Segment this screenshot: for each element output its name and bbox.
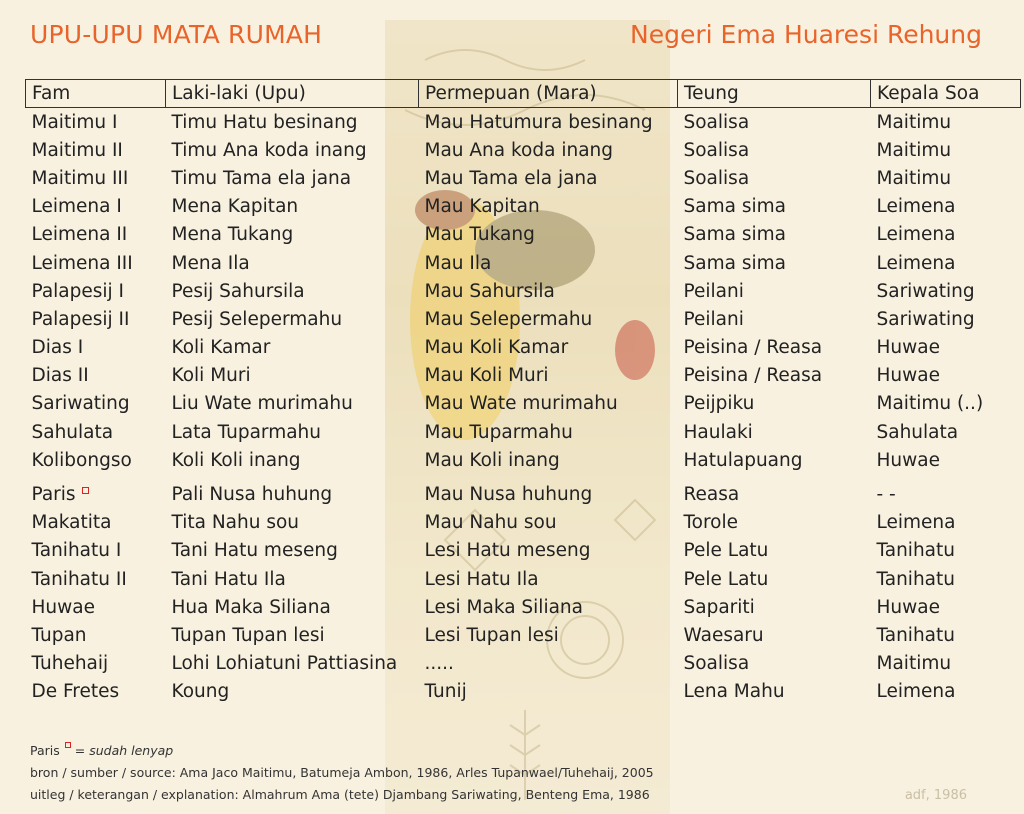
- table-row: [26, 193, 1021, 221]
- cell-kepala-soa: [871, 277, 1021, 305]
- cell-upu-text: Lohi Lohiatuni Pattiasina: [171, 653, 398, 675]
- cell-upu: [166, 474, 419, 508]
- cell-upu-text: Liu Wate murimahu: [171, 393, 353, 415]
- cell-mara-text: Mau Ila: [424, 252, 492, 274]
- cell-fam: [26, 305, 166, 333]
- paris-note-meaning: = sudah lenyap: [74, 743, 174, 758]
- cell-kepala-soa: [871, 418, 1021, 446]
- cell-kepala-soa: [871, 164, 1021, 192]
- cell-upu-text: Mena Ila: [171, 252, 250, 274]
- cell-fam-text: Sariwating: [31, 393, 130, 415]
- cell-fam-text: Palapesij II: [31, 308, 130, 330]
- table-row: [26, 509, 1021, 537]
- cell-upu-text: Pali Nusa huhung: [171, 484, 333, 506]
- table-row: [26, 249, 1021, 277]
- cell-upu: [166, 136, 419, 164]
- cell-upu: [166, 277, 419, 305]
- cell-teung-text: Peisina / Reasa: [683, 365, 823, 387]
- cell-fam-text: Paris: [31, 484, 76, 506]
- cell-kepala-soa-text: Maitimu: [876, 167, 952, 189]
- cell-mara-text: Mau Ana koda inang: [424, 139, 614, 161]
- table-row: [26, 650, 1021, 678]
- cell-fam: [26, 136, 166, 164]
- cell-mara-text: Mau Koli inang: [424, 449, 560, 471]
- cell-fam-text: Palapesij I: [31, 280, 125, 302]
- cell-fam-text: Leimena I: [31, 196, 122, 218]
- cell-teung: [678, 277, 871, 305]
- cell-mara: [419, 362, 678, 390]
- cell-teung-text: Pele Latu: [683, 568, 769, 590]
- footnotes: [30, 740, 654, 806]
- paris-note: [30, 740, 654, 762]
- cell-fam-text: Huwae: [31, 596, 95, 618]
- extinct-marker-icon: [82, 487, 89, 494]
- cell-mara-text: Mau Tukang: [424, 224, 535, 246]
- cell-kepala-soa: [871, 650, 1021, 678]
- cell-teung: [678, 537, 871, 565]
- cell-teung-text: Peilani: [683, 308, 744, 330]
- cell-mara-text: Tunij: [424, 681, 467, 703]
- source-note: bron / sumber / source: Ama Jaco Maitimu, Batumeja Ambon, 1986, Arles Tupanwael/Tuhehaij, 2005: [30, 765, 654, 780]
- table-row: [26, 474, 1021, 508]
- table-row: [26, 621, 1021, 649]
- cell-teung: [678, 221, 871, 249]
- cell-mara-text: Lesi Tupan lesi: [424, 624, 559, 646]
- cell-teung-text: Reasa: [683, 484, 740, 506]
- cell-teung-text: Soalisa: [683, 111, 750, 133]
- table-row: [26, 537, 1021, 565]
- cell-fam: [26, 249, 166, 277]
- cell-upu: [166, 390, 419, 418]
- cell-fam: [26, 678, 166, 706]
- cell-kepala-soa-text: Leimena: [876, 224, 956, 246]
- cell-upu: [166, 593, 419, 621]
- cell-upu-text: Pesij Selepermahu: [171, 308, 343, 330]
- cell-kepala-soa-text: Sariwating: [876, 308, 975, 330]
- page-title: UPU-UPU MATA RUMAH: [30, 20, 323, 49]
- cell-fam: [26, 277, 166, 305]
- cell-kepala-soa-text: Maitimu (..): [876, 393, 984, 415]
- cell-upu-text: Koli Muri: [171, 365, 251, 387]
- cell-teung: [678, 418, 871, 446]
- cell-upu: [166, 565, 419, 593]
- cell-kepala-soa: [871, 249, 1021, 277]
- cell-mara-text: Mau Tuparmahu: [424, 421, 573, 443]
- cell-fam: [26, 108, 166, 137]
- cell-teung: [678, 446, 871, 474]
- cell-fam-text: Maitimu II: [31, 139, 123, 161]
- cell-fam-text: Leimena III: [31, 252, 133, 274]
- cell-teung: [678, 678, 871, 706]
- cell-kepala-soa-text: Tanihatu: [876, 568, 955, 590]
- extinct-marker-icon: [65, 742, 71, 748]
- cell-teung: [678, 565, 871, 593]
- cell-kepala-soa-text: Huwae: [876, 365, 940, 387]
- cell-kepala-soa: [871, 537, 1021, 565]
- cell-mara-text: Mau Koli Muri: [424, 365, 549, 387]
- cell-teung-text: Lena Mahu: [683, 681, 785, 703]
- cell-teung: [678, 193, 871, 221]
- cell-teung: [678, 593, 871, 621]
- cell-upu: [166, 305, 419, 333]
- cell-mara: [419, 593, 678, 621]
- cell-mara: [419, 537, 678, 565]
- cell-kepala-soa: [871, 390, 1021, 418]
- credit-label: adf, 1986: [904, 788, 967, 803]
- cell-mara: [419, 221, 678, 249]
- table-row: [26, 164, 1021, 192]
- cell-upu: [166, 537, 419, 565]
- cell-upu-text: Hua Maka Siliana: [171, 596, 331, 618]
- cell-upu-text: Tani Hatu Ila: [171, 568, 286, 590]
- cell-fam-text: Leimena II: [31, 224, 128, 246]
- cell-teung: [678, 334, 871, 362]
- cell-fam: [26, 362, 166, 390]
- cell-upu-text: Koung: [171, 681, 230, 703]
- cell-kepala-soa-text: Leimena: [876, 252, 956, 274]
- cell-teung-text: Peijpiku: [683, 393, 755, 415]
- cell-teung: [678, 362, 871, 390]
- cell-teung-text: Torole: [683, 512, 739, 534]
- cell-kepala-soa-text: Sahulata: [876, 421, 959, 443]
- cell-mara: [419, 390, 678, 418]
- cell-mara: [419, 678, 678, 706]
- cell-teung-text: Sama sima: [683, 252, 786, 274]
- cell-upu-text: Mena Kapitan: [171, 196, 299, 218]
- cell-mara-text: Lesi Maka Siliana: [424, 596, 583, 618]
- cell-mara: [419, 474, 678, 508]
- table-row: [26, 390, 1021, 418]
- cell-upu: [166, 362, 419, 390]
- cell-mara-text: Mau Selepermahu: [424, 308, 593, 330]
- cell-kepala-soa-text: Leimena: [876, 512, 956, 534]
- cell-upu: [166, 678, 419, 706]
- cell-fam-text: Maitimu III: [31, 167, 129, 189]
- cell-mara: [419, 509, 678, 537]
- cell-fam-text: Sahulata: [31, 421, 114, 443]
- cell-kepala-soa: [871, 474, 1021, 508]
- cell-teung: [678, 305, 871, 333]
- cell-teung-text: Peisina / Reasa: [683, 337, 823, 359]
- cell-upu-text: Timu Tama ela jana: [171, 167, 352, 189]
- table-row: [26, 305, 1021, 333]
- cell-mara: [419, 418, 678, 446]
- cell-teung-text: Sapariti: [683, 596, 755, 618]
- cell-teung-text: Sama sima: [683, 196, 786, 218]
- cell-kepala-soa: [871, 362, 1021, 390]
- cell-fam-text: Tuhehaij: [31, 653, 109, 675]
- cell-fam-text: Makatita: [31, 512, 112, 534]
- cell-mara: [419, 650, 678, 678]
- cell-kepala-soa: [871, 509, 1021, 537]
- cell-teung: [678, 621, 871, 649]
- cell-fam: [26, 509, 166, 537]
- cell-teung-text: Sama sima: [683, 224, 786, 246]
- table-row: [26, 446, 1021, 474]
- cell-fam: [26, 446, 166, 474]
- cell-kepala-soa-text: Maitimu: [876, 139, 952, 161]
- table-row: [26, 108, 1021, 137]
- cell-fam-text: Tupan: [31, 624, 87, 646]
- col-header-kepala-soa: Kepala Soa: [871, 80, 1021, 108]
- cell-upu: [166, 621, 419, 649]
- cell-mara: [419, 108, 678, 137]
- col-header-teung: Teung: [678, 80, 871, 108]
- cell-kepala-soa-text: Huwae: [876, 449, 940, 471]
- cell-teung-text: Peilani: [683, 280, 744, 302]
- cell-upu-text: Lata Tuparmahu: [171, 421, 321, 443]
- cell-teung: [678, 136, 871, 164]
- cell-kepala-soa: [871, 621, 1021, 649]
- cell-fam-text: De Fretes: [31, 681, 120, 703]
- table-row: [26, 334, 1021, 362]
- cell-fam: [26, 537, 166, 565]
- paris-note-name: Paris: [30, 743, 60, 758]
- cell-mara: [419, 334, 678, 362]
- cell-mara-text: Mau Hatumura besinang: [424, 111, 653, 133]
- col-header-fam: Fam: [26, 80, 166, 108]
- cell-mara-text: Mau Wate murimahu: [424, 393, 618, 415]
- cell-mara: [419, 136, 678, 164]
- cell-mara-text: Mau Kapitan: [424, 196, 540, 218]
- cell-kepala-soa: [871, 565, 1021, 593]
- cell-mara: [419, 277, 678, 305]
- cell-fam-text: Maitimu I: [31, 111, 118, 133]
- cell-fam: [26, 474, 166, 508]
- cell-teung: [678, 249, 871, 277]
- cell-upu: [166, 221, 419, 249]
- cell-fam: [26, 565, 166, 593]
- cell-kepala-soa-text: - -: [876, 484, 896, 506]
- cell-upu: [166, 334, 419, 362]
- cell-upu: [166, 108, 419, 137]
- cell-teung-text: Soalisa: [683, 167, 750, 189]
- cell-fam: [26, 621, 166, 649]
- explanation-note: uitleg / keterangan / explanation: Almahrum Ama (tete) Djambang Sariwating, Benteng Ema, 1986: [30, 787, 650, 802]
- cell-kepala-soa-text: Huwae: [876, 596, 940, 618]
- cell-teung-text: Haulaki: [683, 421, 753, 443]
- cell-upu-text: Mena Tukang: [171, 224, 294, 246]
- cell-mara-text: Mau Koli Kamar: [424, 337, 569, 359]
- cell-fam: [26, 221, 166, 249]
- cell-upu-text: Koli Kamar: [171, 337, 271, 359]
- table-row: [26, 565, 1021, 593]
- cell-kepala-soa-text: Maitimu: [876, 111, 952, 133]
- cell-mara: [419, 565, 678, 593]
- cell-mara: [419, 305, 678, 333]
- cell-fam: [26, 193, 166, 221]
- cell-mara-text: Mau Nahu sou: [424, 512, 557, 534]
- cell-teung: [678, 650, 871, 678]
- cell-upu-text: Timu Hatu besinang: [171, 111, 358, 133]
- cell-fam-text: Dias I: [31, 337, 84, 359]
- col-header-perempuan: Permepuan (Mara): [419, 80, 678, 108]
- cell-mara: [419, 446, 678, 474]
- cell-upu-text: Koli Koli inang: [171, 449, 301, 471]
- table-row: [26, 362, 1021, 390]
- cell-upu-text: Tani Hatu meseng: [171, 540, 338, 562]
- cell-upu-text: Tita Nahu sou: [171, 512, 300, 534]
- cell-kepala-soa: [871, 136, 1021, 164]
- cell-mara-text: Lesi Hatu meseng: [424, 540, 591, 562]
- cell-mara: [419, 249, 678, 277]
- cell-kepala-soa: [871, 678, 1021, 706]
- cell-upu: [166, 418, 419, 446]
- village-title: Negeri Ema Huaresi Rehung: [630, 20, 982, 49]
- cell-kepala-soa: [871, 593, 1021, 621]
- cell-fam: [26, 390, 166, 418]
- cell-teung: [678, 390, 871, 418]
- cell-upu: [166, 509, 419, 537]
- cell-kepala-soa-text: Huwae: [876, 337, 940, 359]
- table-row: [26, 418, 1021, 446]
- table-row: [26, 678, 1021, 706]
- cell-upu: [166, 164, 419, 192]
- table-row: [26, 593, 1021, 621]
- cell-mara-text: .....: [424, 653, 454, 675]
- cell-teung-text: Hatulapuang: [683, 449, 803, 471]
- cell-fam-text: Dias II: [31, 365, 89, 387]
- cell-teung-text: Soalisa: [683, 139, 750, 161]
- cell-teung: [678, 509, 871, 537]
- cell-kepala-soa-text: Leimena: [876, 681, 956, 703]
- table-row: [26, 277, 1021, 305]
- cell-mara-text: Mau Tama ela jana: [424, 167, 598, 189]
- cell-kepala-soa-text: Leimena: [876, 196, 956, 218]
- cell-upu-text: Tupan Tupan lesi: [171, 624, 325, 646]
- cell-fam-text: Tanihatu I: [31, 540, 122, 562]
- cell-kepala-soa: [871, 193, 1021, 221]
- table-header-row: [26, 80, 1021, 108]
- cell-kepala-soa: [871, 446, 1021, 474]
- cell-upu: [166, 446, 419, 474]
- cell-kepala-soa: [871, 305, 1021, 333]
- cell-fam: [26, 164, 166, 192]
- cell-mara: [419, 164, 678, 192]
- cell-upu-text: Timu Ana koda inang: [171, 139, 367, 161]
- cell-fam: [26, 593, 166, 621]
- cell-kepala-soa-text: Sariwating: [876, 280, 975, 302]
- cell-teung-text: Soalisa: [683, 653, 750, 675]
- table-row: [26, 136, 1021, 164]
- cell-kepala-soa-text: Maitimu: [876, 653, 952, 675]
- clan-table: [25, 79, 1021, 706]
- cell-fam-text: Tanihatu II: [31, 568, 127, 590]
- cell-upu: [166, 193, 419, 221]
- cell-upu-text: Pesij Sahursila: [171, 280, 305, 302]
- cell-kepala-soa: [871, 334, 1021, 362]
- cell-mara-text: Mau Sahursila: [424, 280, 555, 302]
- cell-teung: [678, 474, 871, 508]
- cell-fam: [26, 650, 166, 678]
- cell-kepala-soa-text: Tanihatu: [876, 540, 955, 562]
- cell-upu: [166, 249, 419, 277]
- cell-teung: [678, 164, 871, 192]
- cell-fam: [26, 418, 166, 446]
- cell-mara-text: Lesi Hatu Ila: [424, 568, 539, 590]
- col-header-laki-laki: Laki-laki (Upu): [166, 80, 419, 108]
- cell-kepala-soa: [871, 221, 1021, 249]
- cell-mara: [419, 621, 678, 649]
- cell-mara: [419, 193, 678, 221]
- cell-upu: [166, 650, 419, 678]
- cell-teung: [678, 108, 871, 137]
- cell-mara-text: Mau Nusa huhung: [424, 484, 593, 506]
- table-row: [26, 221, 1021, 249]
- cell-teung-text: Pele Latu: [683, 540, 769, 562]
- cell-kepala-soa: [871, 108, 1021, 137]
- cell-fam: [26, 334, 166, 362]
- cell-kepala-soa-text: Tanihatu: [876, 624, 955, 646]
- cell-fam-text: Kolibongso: [31, 449, 132, 471]
- cell-teung-text: Waesaru: [683, 624, 764, 646]
